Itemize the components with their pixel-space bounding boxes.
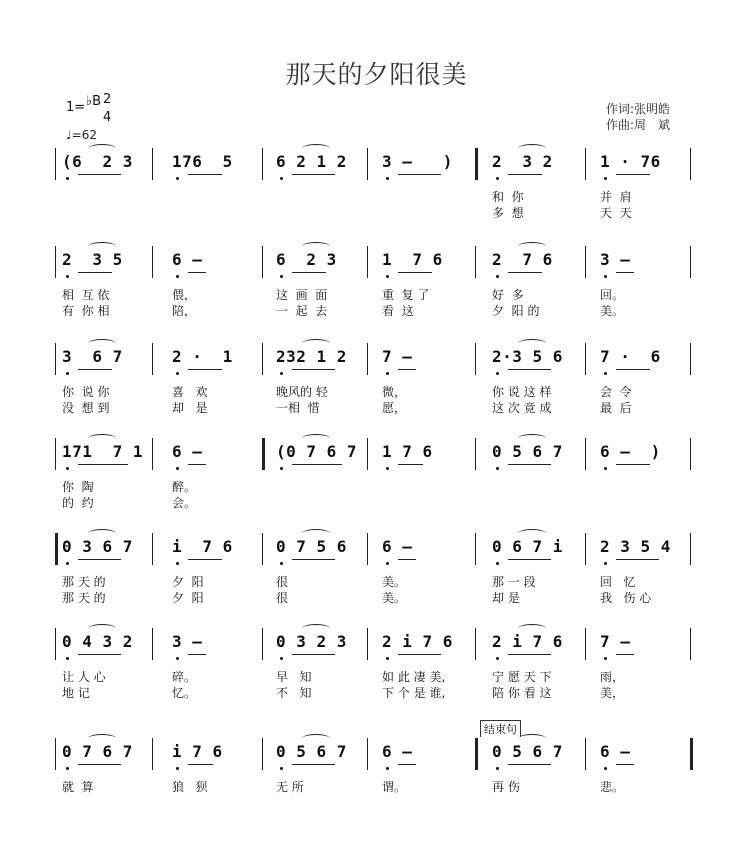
lyric-line-1: 无 所 — [276, 780, 304, 794]
slur-arc — [302, 242, 330, 251]
beam-line — [508, 174, 542, 175]
measure-notes: 2 i 7 6 — [492, 632, 563, 651]
barline — [585, 246, 586, 278]
octave-dot — [386, 372, 389, 375]
beam-line — [616, 559, 659, 560]
barline — [367, 343, 368, 375]
beam-line — [398, 559, 416, 560]
barline — [690, 438, 691, 470]
octave-dot — [386, 275, 389, 278]
beam-line — [616, 764, 634, 765]
beam-line — [188, 654, 206, 655]
measure-notes: 0 5 6 7 — [276, 742, 347, 761]
measure-notes: 2·3 5 6 — [492, 347, 563, 366]
measure-notes: 6 – — [172, 442, 203, 461]
beam-line — [616, 369, 650, 370]
lyric-line-1: 好 多 — [492, 288, 524, 302]
lyric-line-2: 我 伤 心 — [600, 591, 652, 605]
octave-dot — [604, 372, 607, 375]
lyric-line-1: 会 令 — [600, 385, 632, 399]
barline — [262, 628, 263, 660]
beam-line — [398, 654, 441, 655]
beam-line — [188, 559, 222, 560]
barline — [55, 246, 56, 278]
octave-dot — [386, 767, 389, 770]
barline — [55, 628, 56, 660]
lyric-line-2: 很 — [276, 591, 289, 605]
beam-line — [508, 559, 551, 560]
octave-dot — [66, 275, 69, 278]
measure-notes: 0 5 6 7 — [492, 442, 563, 461]
beam-line — [398, 464, 423, 465]
barline — [475, 628, 476, 660]
octave-dot — [496, 372, 499, 375]
lyric-line-1: 你 说 这 样 — [492, 385, 552, 399]
barline — [55, 533, 58, 565]
lyric-line-2: 陪， — [172, 304, 197, 318]
barline — [152, 628, 153, 660]
beam-line — [616, 272, 634, 273]
octave-dot — [496, 562, 499, 565]
octave-dot — [280, 275, 283, 278]
measure-notes: 7 – — [382, 347, 413, 366]
barline — [585, 438, 586, 470]
lyric-line-1: 宁 愿 天 下 — [492, 670, 552, 684]
beam-line — [292, 559, 335, 560]
lyric-line-1: 那 一 段 — [492, 575, 536, 589]
barline — [475, 343, 476, 375]
beam-line — [508, 272, 542, 273]
lyric-line-1: 让 人 心 — [62, 670, 106, 684]
measure-notes: 6 – — [172, 250, 203, 269]
beam-line — [508, 464, 551, 465]
lyric-line-1: 就 算 — [62, 780, 94, 794]
beam-line — [188, 369, 222, 370]
beam-line — [292, 654, 335, 655]
lyric-line-1: 你 陶 — [62, 480, 94, 494]
barline — [367, 438, 368, 470]
octave-dot — [386, 177, 389, 180]
lyric-line-1: 谓。 — [382, 780, 407, 794]
slur-arc — [518, 434, 546, 443]
octave-dot — [280, 562, 283, 565]
barline — [690, 343, 691, 375]
measure-notes: 0 7 6 7 — [62, 742, 133, 761]
measure-notes: 6 2 1 2 — [276, 152, 347, 171]
lyric-line-2: 那 天 的 — [62, 591, 106, 605]
octave-dot — [604, 467, 607, 470]
lyric-line-1: 雨， — [600, 670, 625, 684]
octave-dot — [66, 562, 69, 565]
lyric-line-2: 最 后 — [600, 401, 632, 415]
lyric-line-1: 碎。 — [172, 670, 197, 684]
octave-dot — [280, 467, 283, 470]
barline — [690, 533, 691, 565]
lyric-line-2: 一相 惜 — [276, 401, 320, 415]
barline — [585, 533, 586, 565]
beam-line — [188, 272, 206, 273]
octave-dot — [496, 275, 499, 278]
lyric-line-1: 回。 — [600, 288, 625, 302]
lyric-line-2: 陪 你 看 这 — [492, 686, 552, 700]
lyric-line-1: 相 互 依 — [62, 288, 110, 302]
slur-arc — [302, 624, 330, 633]
lyric-line-2: 会。 — [172, 496, 197, 510]
barline — [262, 246, 263, 278]
octave-dot — [280, 767, 283, 770]
beam-line — [188, 764, 213, 765]
slur-arc — [302, 529, 330, 538]
measure-notes: 0 7 5 6 — [276, 537, 347, 556]
lyric-line-1: 微， — [382, 385, 407, 399]
octave-dot — [280, 657, 283, 660]
beam-line — [78, 464, 128, 465]
barline — [367, 533, 368, 565]
barline — [55, 148, 56, 180]
lyric-line-1: 很 — [276, 575, 289, 589]
octave-dot — [496, 467, 499, 470]
measure-notes: i 7 6 — [172, 537, 233, 556]
barline — [152, 246, 153, 278]
lyric-line-1: 如 此 凄 美, — [382, 670, 446, 684]
octave-dot — [604, 562, 607, 565]
beam-line — [292, 272, 326, 273]
beam-line — [616, 464, 650, 465]
lyric-line-2: 忆。 — [172, 686, 197, 700]
beam-line — [292, 174, 335, 175]
measure-notes: 1 · 76 — [600, 152, 661, 171]
measure-notes: 176 5 — [172, 152, 233, 171]
lyric-line-1: 早 知 — [276, 670, 312, 684]
barline — [690, 246, 691, 278]
lyric-line-2: 多 想 — [492, 206, 524, 220]
measure-notes: 2 7 6 — [492, 250, 553, 269]
measure-notes: 3 – — [172, 632, 203, 651]
slur-arc — [88, 434, 116, 443]
slur-arc — [88, 624, 116, 633]
beam-line — [78, 764, 121, 765]
barline — [152, 343, 153, 375]
slur-arc — [88, 242, 116, 251]
composer-credit: 作曲:周 斌 — [606, 118, 671, 132]
octave-dot — [66, 177, 69, 180]
measure-notes: 6 – — [382, 537, 413, 556]
measure-notes: 171 7 1 — [62, 442, 144, 461]
beam-line — [508, 369, 551, 370]
barline — [55, 343, 56, 375]
lyric-line-2: 夕 阳 的 — [492, 304, 540, 318]
lyric-line-2: 美。 — [600, 304, 625, 318]
barline — [475, 246, 476, 278]
octave-dot — [496, 767, 499, 770]
beam-line — [398, 174, 441, 175]
slur-arc — [302, 144, 330, 153]
barline — [152, 148, 153, 180]
barline — [152, 738, 153, 770]
barline — [690, 738, 693, 770]
lyric-line-1: 和 你 — [492, 190, 524, 204]
octave-dot — [280, 177, 283, 180]
measure-notes: 3 – — [600, 250, 631, 269]
octave-dot — [66, 372, 69, 375]
slur-arc — [88, 529, 116, 538]
lyric-line-1: 回 忆 — [600, 575, 636, 589]
song-title: 那天的夕阳很美 — [285, 60, 468, 89]
lyricist-credit: 作词:张明皓 — [606, 102, 671, 116]
measure-notes: 2 3 5 4 — [600, 537, 671, 556]
beam-line — [508, 654, 551, 655]
measure-notes: 6 2 3 — [276, 250, 337, 269]
beam-line — [78, 369, 112, 370]
lyric-line-1: 重 复 了 — [382, 288, 430, 302]
octave-dot — [176, 767, 179, 770]
measure-notes: 6 – — [600, 742, 631, 761]
octave-dot — [496, 657, 499, 660]
barline — [475, 438, 476, 470]
lyric-line-2: 美， — [600, 686, 625, 700]
lyric-line-1: 再 伤 — [492, 780, 520, 794]
octave-dot — [66, 767, 69, 770]
barline — [585, 738, 586, 770]
lyric-line-2: 却 是 — [492, 591, 520, 605]
measure-notes: 2 · 1 — [172, 347, 233, 366]
barline — [55, 738, 56, 770]
barline — [475, 148, 478, 180]
key-flat: ♭B — [86, 94, 102, 109]
lyric-line-1: 美。 — [382, 575, 407, 589]
lyric-line-2: 没 想 到 — [62, 401, 110, 415]
lyric-line-2: 有 你 相 — [62, 304, 110, 318]
beam-line — [398, 272, 432, 273]
lyric-line-2: 夕 阳 — [172, 591, 204, 605]
measure-notes: 232 1 2 — [276, 347, 347, 366]
octave-dot — [176, 177, 179, 180]
octave-dot — [604, 657, 607, 660]
octave-dot — [386, 657, 389, 660]
measure-notes: 0 5 6 7 — [492, 742, 563, 761]
beam-line — [78, 654, 121, 655]
lyric-line-1: 悲。 — [600, 780, 625, 794]
measure-notes: (6 2 3 — [62, 152, 133, 171]
measure-notes: 1 7 6 — [382, 250, 443, 269]
barline — [262, 533, 263, 565]
beam-line — [78, 559, 121, 560]
lyric-line-1: 偎， — [172, 288, 197, 302]
beam-line — [616, 654, 634, 655]
barline — [367, 738, 368, 770]
measure-notes: 0 3 6 7 — [62, 537, 133, 556]
beam-line — [292, 464, 342, 465]
measure-notes: 0 6 7 i — [492, 537, 563, 556]
measure-notes: 2 i 7 6 — [382, 632, 453, 651]
slur-arc — [88, 144, 116, 153]
measure-notes: 2 3 5 — [62, 250, 123, 269]
slur-arc — [302, 339, 330, 348]
barline — [475, 533, 476, 565]
measure-notes: (0 7 6 7 — [276, 442, 358, 461]
beam-line — [292, 764, 335, 765]
lyric-line-1: 这 画 面 — [276, 288, 328, 302]
barline — [55, 438, 56, 470]
ending-section-label: 结束句 — [480, 720, 521, 737]
slur-arc — [518, 339, 546, 348]
octave-dot — [66, 657, 69, 660]
barline — [585, 148, 586, 180]
barline — [152, 438, 153, 470]
measure-notes: 6 – ) — [600, 442, 661, 461]
lyric-line-1: 并 肩 — [600, 190, 632, 204]
lyric-line-1: 醉。 — [172, 480, 197, 494]
slur-arc — [302, 434, 330, 443]
barline — [690, 628, 691, 660]
barline — [367, 246, 368, 278]
lyric-line-1: 喜 欢 — [172, 385, 208, 399]
tempo: ♩=62 — [66, 128, 97, 142]
slur-arc — [302, 734, 330, 743]
lyric-line-2: 地 记 — [62, 686, 90, 700]
beam-line — [398, 369, 416, 370]
beam-line — [78, 272, 112, 273]
lyric-line-1: 晚风的 轻 — [276, 385, 328, 399]
measure-notes: 2 3 2 — [492, 152, 553, 171]
barline — [262, 148, 263, 180]
beam-line — [188, 174, 222, 175]
lyric-line-1: 狼 狈 — [172, 780, 208, 794]
slur-arc — [518, 144, 546, 153]
beam-line — [398, 764, 416, 765]
key-tonic: 1= — [66, 100, 86, 115]
lyric-line-2: 不 知 — [276, 686, 312, 700]
slur-arc — [518, 529, 546, 538]
lyric-line-2: 愿， — [382, 401, 407, 415]
barline — [585, 628, 586, 660]
measure-notes: 3 – ) — [382, 152, 453, 171]
barline — [585, 343, 586, 375]
octave-dot — [604, 767, 607, 770]
measure-notes: 6 – — [382, 742, 413, 761]
beam-line — [508, 764, 551, 765]
lyric-line-2: 看 这 — [382, 304, 414, 318]
lyric-line-2: 天 天 — [600, 206, 632, 220]
barline — [367, 628, 368, 660]
lyric-line-2: 美。 — [382, 591, 407, 605]
measure-notes: 1 7 6 — [382, 442, 433, 461]
octave-dot — [176, 372, 179, 375]
octave-dot — [66, 467, 69, 470]
slur-arc — [518, 734, 546, 743]
octave-dot — [604, 275, 607, 278]
lyric-line-2: 的 约 — [62, 496, 94, 510]
octave-dot — [280, 372, 283, 375]
lyric-line-2: 却 是 — [172, 401, 208, 415]
octave-dot — [176, 562, 179, 565]
beam-line — [188, 464, 206, 465]
measure-notes: 0 4 3 2 — [62, 632, 133, 651]
beam-line — [78, 174, 121, 175]
octave-dot — [604, 177, 607, 180]
octave-dot — [386, 467, 389, 470]
lyric-line-1: 你 说 你 — [62, 385, 110, 399]
barline — [262, 343, 263, 375]
barline — [262, 738, 263, 770]
octave-dot — [176, 657, 179, 660]
barline — [262, 438, 265, 470]
time-signature-top: 2 — [103, 92, 112, 107]
lyric-line-2: 这 次 竟 成 — [492, 401, 552, 415]
barline — [475, 738, 478, 770]
lyric-line-1: 那 天 的 — [62, 575, 106, 589]
measure-notes: 7 – — [600, 632, 631, 651]
barline — [690, 148, 691, 180]
octave-dot — [496, 177, 499, 180]
measure-notes: 7 · 6 — [600, 347, 661, 366]
beam-line — [292, 369, 335, 370]
lyric-line-2: 一 起 去 — [276, 304, 328, 318]
lyric-line-1: 夕 阳 — [172, 575, 204, 589]
lyric-line-2: 下 个 是 谁, — [382, 686, 446, 700]
beam-line — [616, 174, 650, 175]
measure-notes: i 7 6 — [172, 742, 223, 761]
slur-arc — [88, 734, 116, 743]
time-signature-bottom: 4 — [103, 110, 112, 125]
octave-dot — [176, 275, 179, 278]
barline — [367, 148, 368, 180]
barline — [152, 533, 153, 565]
octave-dot — [386, 562, 389, 565]
octave-dot — [176, 467, 179, 470]
slur-arc — [88, 339, 116, 348]
measure-notes: 3 6 7 — [62, 347, 123, 366]
slur-arc — [518, 242, 546, 251]
measure-notes: 0 3 2 3 — [276, 632, 347, 651]
slur-arc — [518, 624, 546, 633]
